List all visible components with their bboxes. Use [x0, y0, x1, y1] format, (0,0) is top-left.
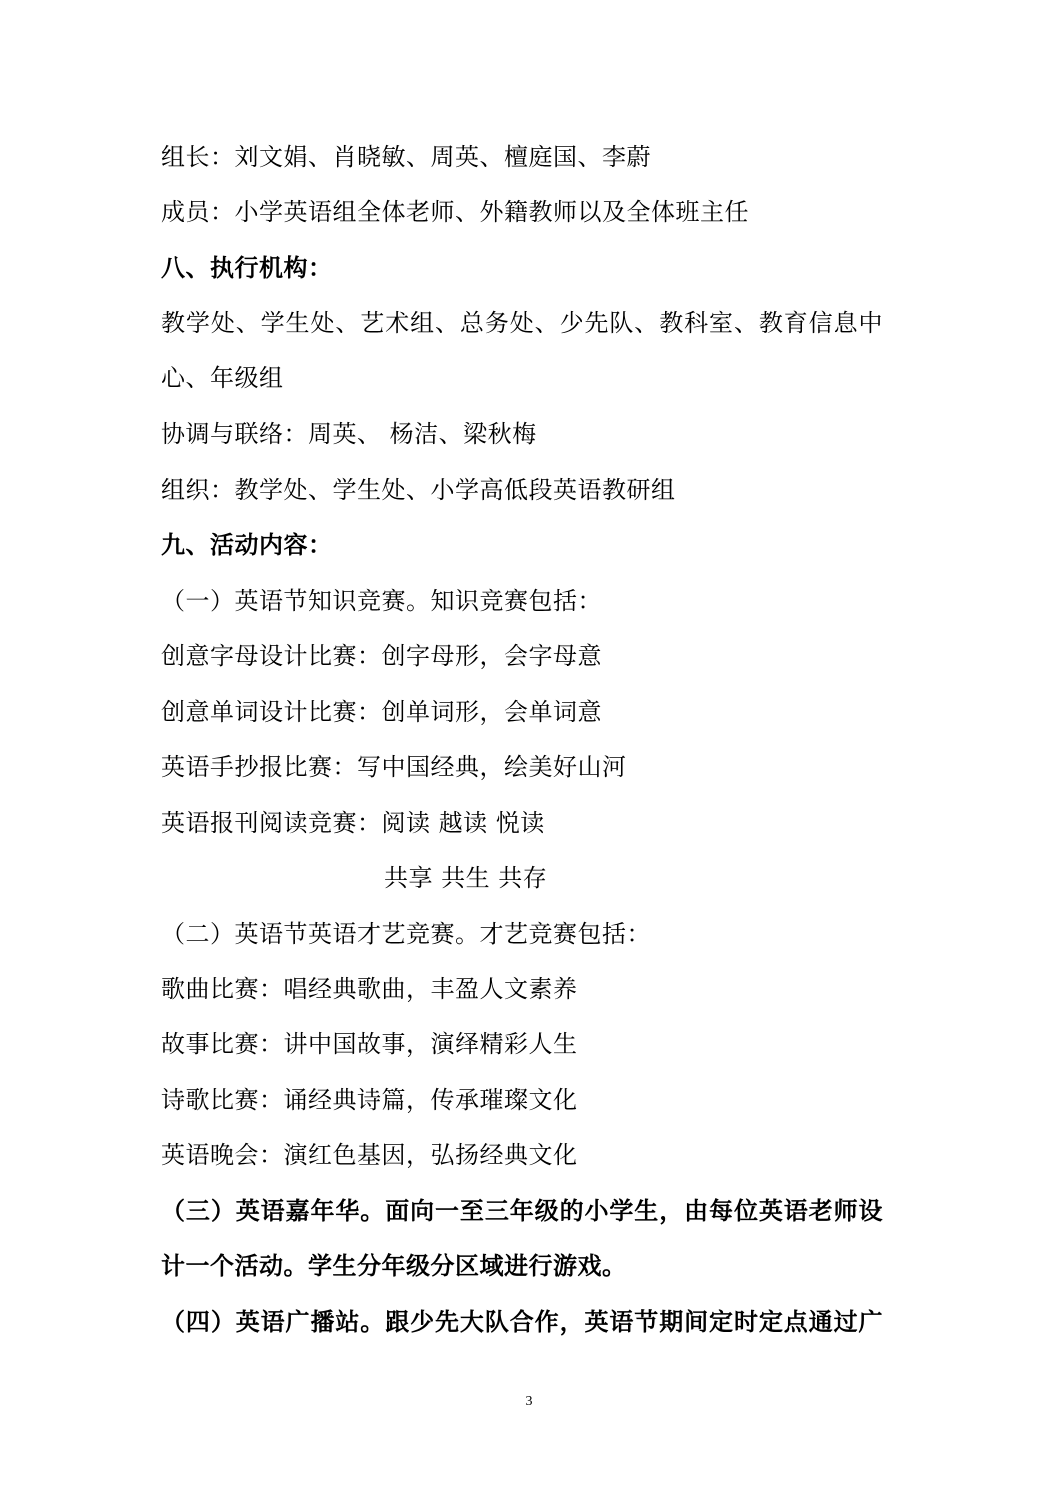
- list-item: 英语手抄报比赛：写中国经典，绘美好山河: [161, 753, 627, 781]
- subsection-line: （二）英语节英语才艺竞赛。才艺竞赛包括：: [161, 920, 651, 948]
- page-number: 3: [525, 1394, 533, 1409]
- list-item: 诗歌比赛：诵经典诗篇，传承璀璨文化: [161, 1086, 578, 1114]
- list-item: 创意字母设计比赛：创字母形，会字母意: [161, 642, 602, 670]
- section-heading-activities: 九、活动内容：: [161, 530, 333, 559]
- bold-paragraph-line: 计一个活动。学生分年级分区域进行游戏。: [161, 1251, 627, 1280]
- list-item: 英语报刊阅读竞赛：阅读 越读 悦读: [161, 809, 545, 837]
- list-item: 创意单词设计比赛：创单词形，会单词意: [161, 698, 602, 726]
- section-heading-execution: 八、执行机构：: [161, 253, 333, 282]
- bold-paragraph-line: （三）英语嘉年华。面向一至三年级的小学生，由每位英语老师设: [161, 1196, 883, 1225]
- list-item: 英语晚会：演红色基因，弘扬经典文化: [161, 1141, 578, 1169]
- members-line: 成员：小学英语组全体老师、外籍教师以及全体班主任: [161, 198, 749, 226]
- subsection-line: （一）英语节知识竞赛。知识竞赛包括：: [161, 587, 602, 615]
- leader-line: 组长：刘文娟、肖晓敏、周英、檀庭国、李蔚: [161, 143, 651, 171]
- coordination-line: 协调与联络：周英、 杨洁、梁秋梅: [161, 420, 537, 448]
- list-item-continuation: 共享 共生 共存: [384, 864, 548, 892]
- paragraph-line: 教学处、学生处、艺术组、总务处、少先队、教科室、教育信息中: [161, 309, 883, 337]
- list-item: 故事比赛：讲中国故事，演绎精彩人生: [161, 1030, 578, 1058]
- list-item: 歌曲比赛：唱经典歌曲，丰盈人文素养: [161, 975, 578, 1003]
- organization-line: 组织：教学处、学生处、小学高低段英语教研组: [161, 476, 676, 504]
- bold-paragraph-line: （四）英语广播站。跟少先大队合作，英语节期间定时定点通过广: [161, 1307, 883, 1336]
- paragraph-line: 心、年级组: [161, 364, 284, 392]
